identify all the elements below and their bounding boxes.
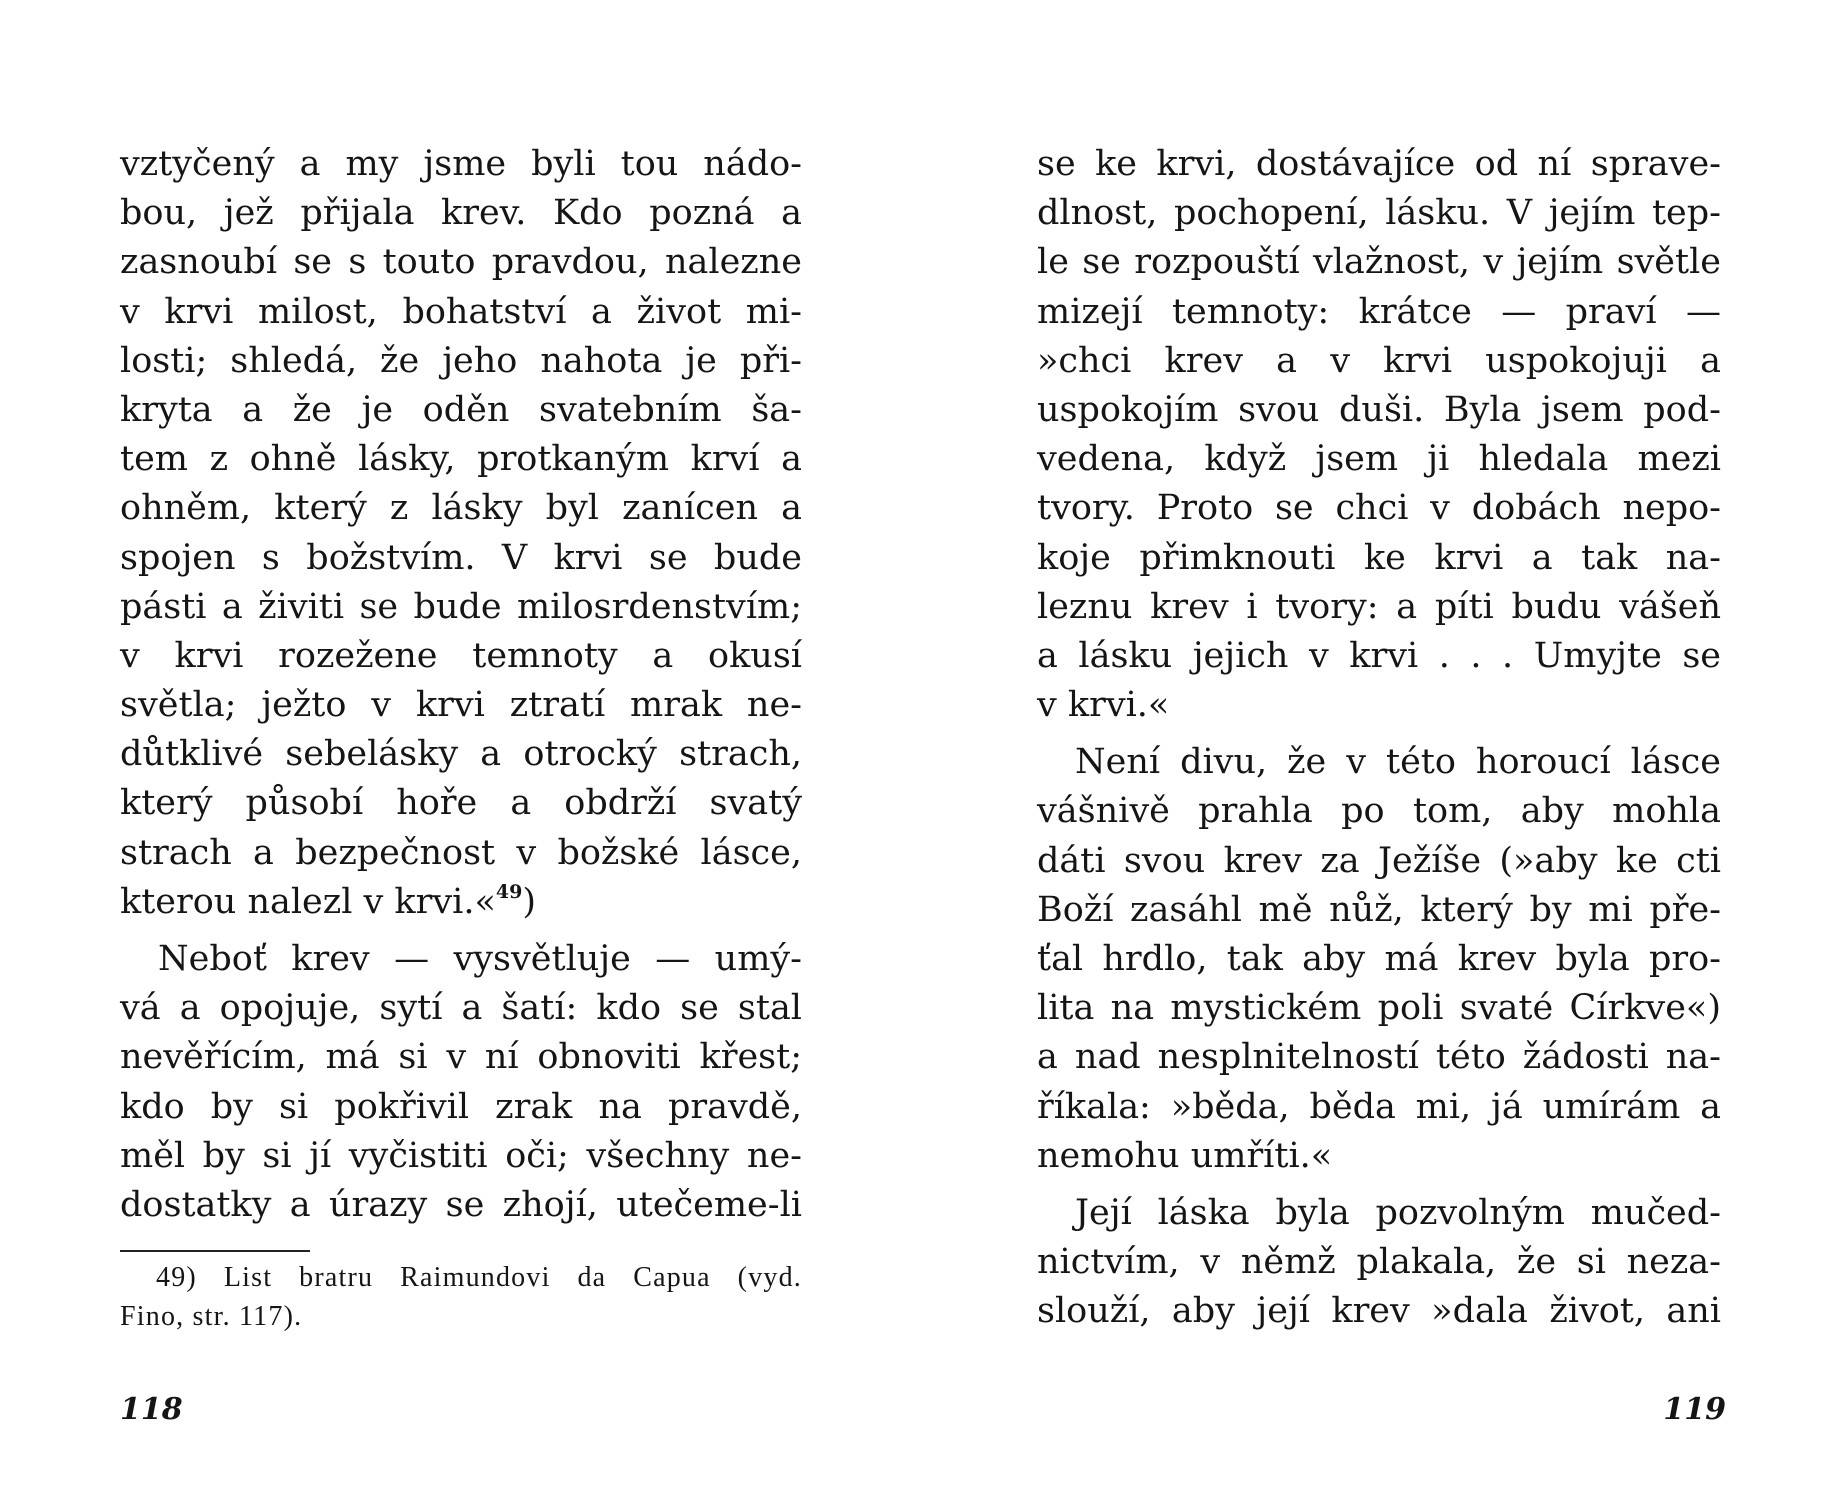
text-line: kryta a že je oděn svatebním ša- [120,389,802,430]
text-line: dlnost, pochopení, lásku. V jejím tep- [1037,193,1721,234]
text-line: bou, jež přijala krev. Kdo pozná a [120,193,802,234]
text-line: Neboť krev — vysvětluje — umý- [158,939,802,979]
footnote-reference: 49 [495,880,523,903]
text-line: v krvi rozežene temnoty a okusí [120,635,802,676]
text-line: le se rozpouští vlažnost, v jejím světle [1037,242,1721,283]
text-line: »chci krev a v krvi uspokojuji a [1037,340,1721,381]
text-line: koje přimknouti ke krvi a tak na- [1037,537,1721,578]
text-line [120,878,802,927]
text-line-content: kterou nalezl v krvi.« [120,881,496,922]
text-line: a lásku jejich v krvi . . . Umyjte se [1037,635,1721,676]
text-line: lita na mystickém poli svaté Církve«) [1037,988,1721,1029]
text-line: v krvi milost, bohatství a život mi- [120,291,802,332]
text-line: pásti a živiti se bude milosrdenstvím; [120,586,802,627]
text-line: losti; shledá, že jeho nahota je při- [120,340,802,381]
text-line: slouží, aby její krev »dala život, ani [1037,1291,1721,1332]
text-line: ťal hrdlo, tak aby má krev byla pro- [1037,939,1721,979]
text-line: mizejí temnoty: krátce — praví — [1037,291,1721,332]
text-line: nictvím, v němž plakala, že si neza- [1037,1242,1721,1283]
right-page-text [1037,140,1721,1337]
footnote-reference-paren: ) [522,881,536,922]
text-line: se ke krvi, dostávajíce od ní sprave- [1037,144,1721,184]
text-line: tem z ohně lásky, protkaným krví a [120,439,802,480]
text-line: říkala: »běda, běda mi, já umírám a [1037,1086,1721,1127]
text-line: vedena, když jsem ji hledala mezi [1037,439,1721,480]
text-line: dostatky a úrazy se zhojí, utečeme-li [120,1184,802,1225]
text-line: Boží zasáhl mě nůž, který by mi pře- [1037,889,1721,930]
footnote-divider [120,1250,310,1252]
text-line: důtklivé sebelásky a otrocký strach, [120,734,802,775]
text-line: spojen s božstvím. V krvi se bude [120,537,802,578]
text-line: vztyčený a my jsme byli tou nádo- [120,144,802,184]
text-line: vášnivě prahla po tom, aby mohla [1037,791,1721,832]
footnote-line: Fino, str. 117). [120,1301,303,1332]
text-line: leznu krev i tvory: a píti budu vášeň [1037,586,1721,627]
footnote-line: 49) List bratru Raimundovi da Capua (vyd. [156,1262,802,1293]
text-line: měl by si jí vyčistiti oči; všechny ne- [120,1135,802,1176]
left-page-text [120,140,802,1230]
text-line: Není divu, že v této horoucí lásce [1075,742,1721,783]
page-number: 118 [120,1392,183,1427]
text-line: nemohu umříti.« [1037,1135,1333,1176]
text-line: vá a opojuje, sytí a šatí: kdo se stal [120,988,802,1029]
text-line: zasnoubí se s touto pravdou, nalezne [120,242,802,283]
page-number: 119 [1663,1392,1726,1427]
text-line: a nad nesplnitelností této žádosti na- [1037,1037,1721,1078]
text-line: ohněm, který z lásky byl zanícen a [120,488,802,529]
text-line: strach a bezpečnost v božské lásce, [120,832,802,873]
right-page [914,0,1828,1501]
text-line: kdo by si pokřivil zrak na pravdě, [120,1086,802,1127]
text-line: v krvi.« [1037,685,1170,726]
text-line: nevěřícím, má si v ní obnoviti křest; [120,1037,802,1078]
text-line: který působí hoře a obdrží svatý [120,783,802,824]
text-line: uspokojím svou duši. Byla jsem pod- [1037,389,1721,430]
text-line: tvory. Proto se chci v dobách nepo- [1037,488,1721,529]
text-line: dáti svou krev za Ježíše (»aby ke cti [1037,840,1721,881]
text-line: Její láska byla pozvolným mučed- [1075,1192,1721,1233]
footnote [120,1258,802,1336]
text-line: světla; ježto v krvi ztratí mrak ne- [120,685,802,726]
